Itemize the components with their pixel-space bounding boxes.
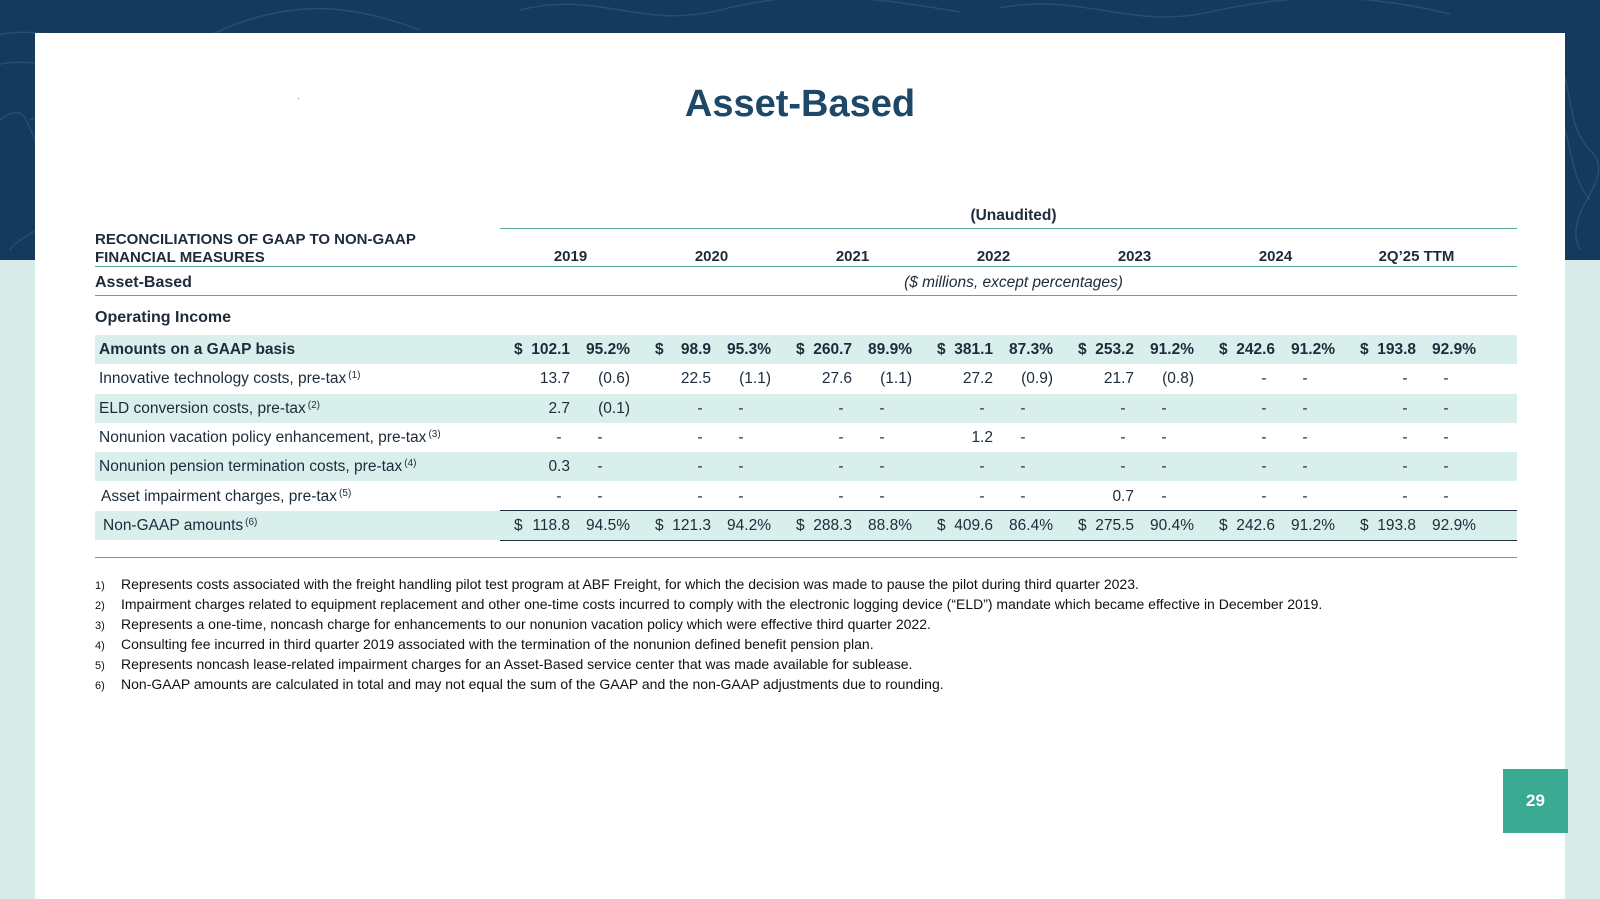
amount-cell: 1.2 [971, 428, 993, 446]
footnote-marker: (3) [428, 428, 441, 440]
percent-cell: - [1161, 428, 1167, 446]
amount-cell: 102.1 [531, 341, 570, 358]
percent-cell: 95.3% [727, 341, 771, 358]
units-label: ($ millions, except percentages) [904, 274, 1123, 291]
percent-cell: - [1020, 399, 1026, 417]
currency-symbol: $ [796, 341, 805, 358]
row-label [99, 429, 441, 447]
row-label-text: Nonunion pension termination costs, pre-tax [99, 458, 403, 476]
row-label-text: Non-GAAP amounts [103, 516, 244, 534]
row-label-text: Innovative technology costs, pre-tax [99, 370, 347, 388]
amount-cell: - [1261, 428, 1267, 446]
percent-cell: - [738, 428, 744, 446]
percent-cell: - [1161, 458, 1167, 476]
row-label [103, 517, 257, 535]
amount-cell: - [697, 428, 703, 446]
footnote-number: 1) [95, 580, 105, 592]
amount-cell: 13.7 [539, 370, 570, 388]
percent-cell: 92.9% [1432, 341, 1476, 358]
footnote-number: 6) [95, 680, 105, 692]
percent-cell: 92.9% [1432, 516, 1476, 534]
amount-cell: - [838, 458, 844, 476]
row-label [99, 370, 361, 388]
amount-cell: - [1261, 370, 1267, 388]
currency-symbol: $ [1219, 341, 1228, 358]
footnotes [95, 575, 1495, 695]
percent-cell: - [597, 487, 603, 505]
percent-cell: - [1443, 428, 1449, 446]
percent-cell: - [1443, 487, 1449, 505]
segment-rule [95, 295, 1517, 296]
section-label-operating-income: Operating Income [95, 309, 232, 326]
currency-symbol: $ [796, 516, 805, 534]
amount-cell: - [697, 399, 703, 417]
row-label [99, 400, 320, 418]
percent-cell: - [1302, 399, 1308, 417]
row-label [99, 341, 295, 359]
amount-cell: 22.5 [680, 370, 711, 388]
year-header: 2020 [694, 248, 729, 265]
percent-cell: 91.2% [1150, 341, 1194, 358]
amount-cell: 253.2 [1095, 341, 1134, 358]
reconciliation-title-line1: RECONCILIATIONS OF GAAP TO NON-GAAP [95, 231, 416, 248]
amount-cell: 118.8 [532, 516, 570, 534]
percent-cell: - [1020, 428, 1026, 446]
row-label-text: Amounts on a GAAP basis [99, 341, 296, 358]
amount-cell: 242.6 [1236, 341, 1275, 358]
reconciliation-title-line2: FINANCIAL MEASURES [95, 249, 265, 266]
percent-cell: - [1302, 458, 1308, 476]
percent-cell: 87.3% [1009, 341, 1053, 358]
non-gaap-bottom-rule [500, 540, 1517, 541]
percent-cell: (0.9) [1021, 370, 1053, 388]
percent-cell: (1.1) [880, 370, 912, 388]
amount-cell: - [1402, 399, 1408, 417]
percent-cell: - [1443, 370, 1449, 388]
page-title: Asset-Based [684, 83, 916, 125]
amount-cell: 0.3 [548, 458, 570, 476]
amount-cell: 98.9 [680, 341, 711, 358]
amount-cell: - [838, 487, 844, 505]
row-label-text: Asset impairment charges, pre-tax [101, 487, 338, 505]
amount-cell: - [979, 458, 985, 476]
footnote-item [95, 615, 1495, 635]
currency-symbol: $ [655, 516, 664, 534]
header-rule-years [95, 266, 1517, 267]
footnote-marker: (1) [348, 370, 361, 382]
row-label-text: ELD conversion costs, pre-tax [99, 399, 306, 417]
amount-cell: - [1261, 399, 1267, 417]
amount-cell: - [979, 487, 985, 505]
amount-cell: - [979, 399, 985, 417]
row-label-text: Nonunion vacation policy enhancement, pre-tax [99, 428, 427, 446]
percent-cell: 94.2% [727, 516, 771, 534]
percent-cell: - [1302, 428, 1308, 446]
amount-cell: - [1120, 399, 1126, 417]
stray-mark [298, 98, 299, 99]
percent-cell: 91.2% [1291, 341, 1335, 358]
percent-cell: 90.4% [1150, 516, 1194, 534]
footnote-number: 5) [95, 660, 105, 672]
percent-cell: 89.9% [868, 341, 912, 358]
footnote-item [95, 575, 1495, 595]
footnote-number: 2) [95, 600, 105, 612]
currency-symbol: $ [1078, 341, 1087, 358]
footnote-marker: (4) [404, 458, 417, 470]
page-number-badge: 29 [1503, 769, 1568, 833]
amount-cell: 0.7 [1112, 487, 1134, 505]
amount-cell: 193.8 [1377, 341, 1416, 358]
row-label [99, 458, 417, 476]
year-header: 2024 [1258, 248, 1293, 265]
amount-cell: - [1402, 458, 1408, 476]
amount-cell: 2.7 [548, 399, 570, 417]
amount-cell: 275.5 [1095, 516, 1134, 534]
percent-cell: 88.8% [868, 516, 912, 534]
percent-cell: - [597, 458, 603, 476]
percent-cell: - [597, 428, 603, 446]
percent-cell: - [879, 428, 885, 446]
percent-cell: 94.5% [586, 516, 630, 534]
footnote-item [95, 655, 1495, 675]
percent-cell: (0.1) [598, 399, 630, 417]
amount-cell: 193.8 [1377, 516, 1416, 534]
amount-cell: - [1402, 487, 1408, 505]
currency-symbol: $ [937, 341, 946, 358]
amount-cell: - [556, 487, 562, 505]
footnote-item [95, 595, 1495, 615]
percent-cell: 86.4% [1009, 516, 1053, 534]
currency-symbol: $ [655, 341, 664, 358]
amount-cell: 121.3 [672, 516, 711, 534]
year-header: 2Q’25 TTM [1378, 248, 1455, 265]
amount-cell: - [1402, 370, 1408, 388]
year-header: 2021 [835, 248, 870, 265]
amount-cell: - [1120, 428, 1126, 446]
footnote-number: 3) [95, 620, 105, 632]
percent-cell: - [1161, 399, 1167, 417]
currency-symbol: $ [1360, 341, 1369, 358]
footnote-item [95, 635, 1495, 655]
footnote-marker: (2) [307, 399, 320, 411]
amount-cell: 27.2 [962, 370, 993, 388]
percent-cell: - [1443, 399, 1449, 417]
amount-cell: - [1261, 487, 1267, 505]
percent-cell: - [1020, 487, 1026, 505]
footnote-marker: (6) [245, 516, 258, 528]
amount-cell: 260.7 [813, 341, 852, 358]
percent-cell: - [738, 487, 744, 505]
currency-symbol: $ [1360, 516, 1369, 534]
currency-symbol: $ [514, 516, 523, 534]
amount-cell: - [838, 428, 844, 446]
percent-cell: - [1443, 458, 1449, 476]
amount-cell: - [1120, 458, 1126, 476]
percent-cell: - [1020, 458, 1026, 476]
footnote-text: Represents a one-time, noncash charge for enhancements to our nonunion vacation policy which were effective third quarter 2022. [121, 616, 931, 632]
footnote-text: Impairment charges related to equipment replacement and other one-time costs incurred to comply with the electronic logging device (“ELD”) mandate which became effective in December 2019. [121, 596, 1323, 612]
amount-cell: 242.6 [1236, 516, 1275, 534]
amount-cell: - [697, 487, 703, 505]
slide [35, 33, 1565, 899]
percent-cell: - [738, 399, 744, 417]
percent-cell: - [879, 458, 885, 476]
percent-cell: (0.8) [1162, 370, 1194, 388]
header-rule-top [500, 228, 1517, 229]
currency-symbol: $ [937, 516, 946, 534]
year-header: 2022 [976, 248, 1011, 265]
percent-cell: - [879, 399, 885, 417]
year-header: 2023 [1117, 248, 1152, 265]
unaudited-label: (Unaudited) [970, 207, 1057, 224]
amount-cell: 21.7 [1103, 370, 1134, 388]
percent-cell: - [1161, 487, 1167, 505]
percent-cell: 91.2% [1291, 516, 1335, 534]
amount-cell: - [1402, 428, 1408, 446]
footnote-text: Represents noncash lease-related impairment charges for an Asset-Based service center that was made available for sublease. [121, 656, 913, 672]
footnote-number: 4) [95, 640, 105, 652]
footnote-marker: (5) [339, 487, 352, 499]
reconciliation-title [95, 231, 515, 267]
amount-cell: 381.1 [954, 341, 993, 358]
table-bottom-rule [95, 557, 1517, 558]
footnote-item [95, 675, 1495, 695]
footnote-text: Non-GAAP amounts are calculated in total and may not equal the sum of the GAAP and the non-GAAP adjustments due to rounding. [121, 676, 944, 692]
percent-cell: - [1302, 370, 1308, 388]
amount-cell: 288.3 [813, 516, 852, 534]
percent-cell: - [738, 458, 744, 476]
row-label [101, 488, 351, 506]
percent-cell: (0.6) [598, 370, 630, 388]
year-header: 2019 [553, 248, 588, 265]
percent-cell: - [1302, 487, 1308, 505]
currency-symbol: $ [514, 341, 523, 358]
amount-cell: - [556, 428, 562, 446]
footnote-text: Consulting fee incurred in third quarter 2019 associated with the termination of the nonunion defined benefit pension plan. [121, 636, 874, 652]
amount-cell: 409.6 [954, 516, 993, 534]
percent-cell: (1.1) [739, 370, 771, 388]
non-gaap-top-rule [500, 510, 1517, 511]
amount-cell: - [1261, 458, 1267, 476]
amount-cell: - [697, 458, 703, 476]
percent-cell: 95.2% [586, 341, 630, 358]
currency-symbol: $ [1078, 516, 1087, 534]
currency-symbol: $ [1219, 516, 1228, 534]
amount-cell: - [838, 399, 844, 417]
amount-cell: 27.6 [821, 370, 852, 388]
segment-label: Asset-Based [95, 274, 192, 291]
percent-cell: - [879, 487, 885, 505]
footnote-text: Represents costs associated with the freight handling pilot test program at ABF Freight, for which the decision was made to pause the pilot during third quarter 2023. [121, 576, 1139, 592]
